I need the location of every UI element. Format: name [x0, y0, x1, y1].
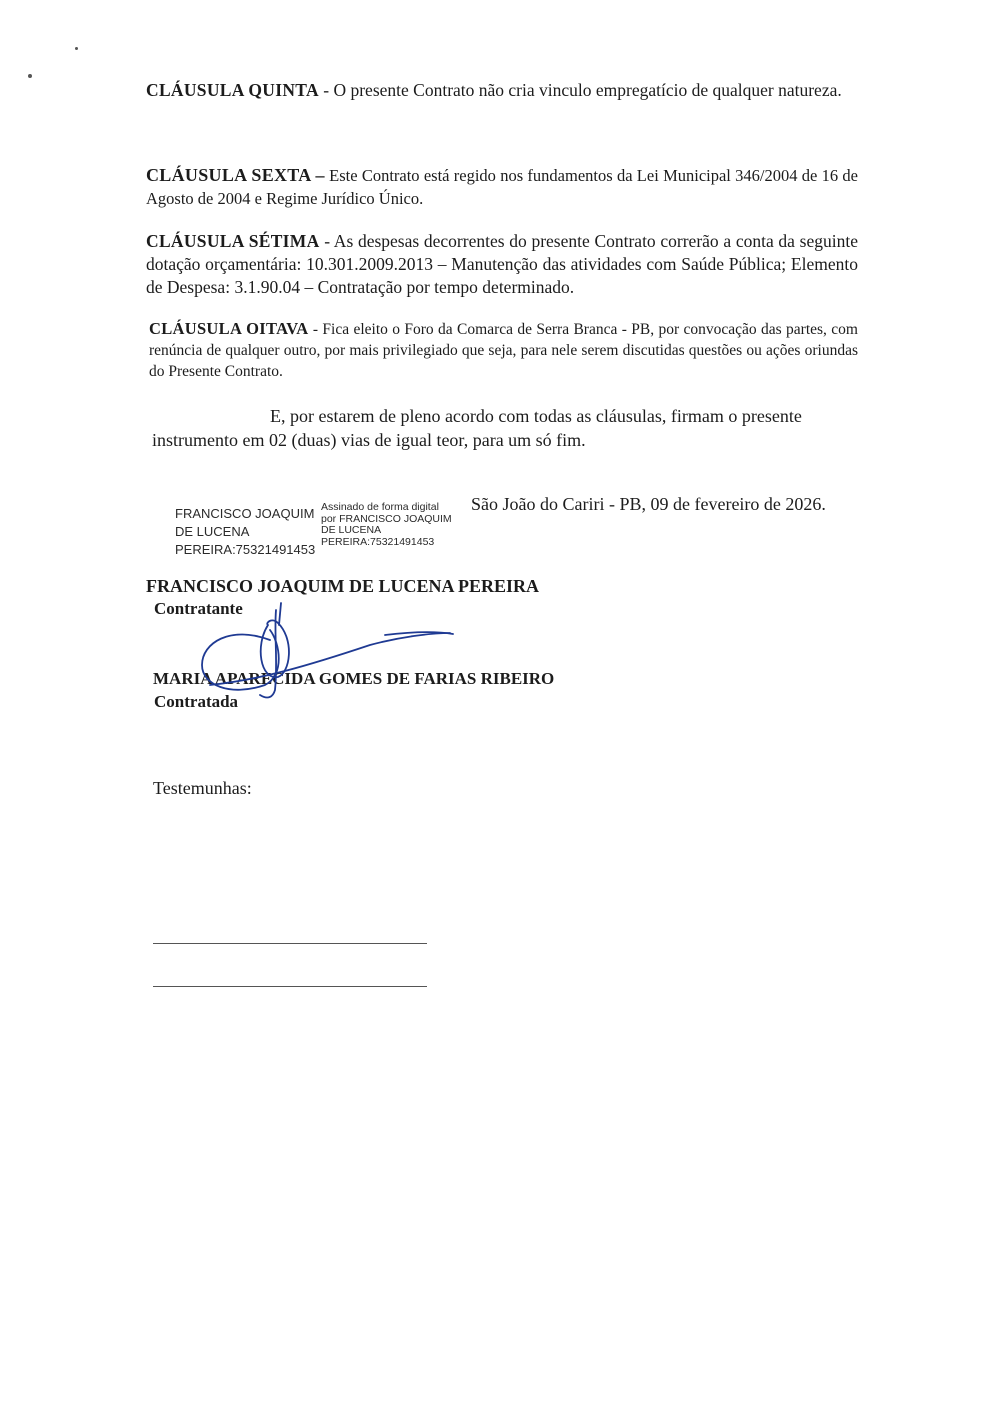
clause-heading: CLÁUSULA SÉTIMA: [146, 231, 320, 251]
contratante-name: FRANCISCO JOAQUIM DE LUCENA PEREIRA: [146, 576, 540, 596]
clause-heading: CLÁUSULA QUINTA: [146, 80, 319, 100]
scan-speck: [28, 74, 32, 78]
closing-statement: [152, 404, 858, 452]
witness-signature-line-1: [153, 943, 427, 944]
witness-signature-line-2: [153, 986, 427, 987]
clause-text: - As despesas decorrentes do presente Contrato correrão a conta da seguinte dotação orçamentária: 10.301.2009.2013 – Manutenção das atividades com Saúde Pública; Elemento de Despesa: 3.1.90.04 – Contratação por tempo determinado.: [146, 231, 858, 297]
clause-sexta: [146, 164, 858, 210]
closing-line-1: E, por estarem de pleno acordo com todas as cláusulas, firmam o presente: [270, 406, 802, 426]
digital-signature-signer: FRANCISCO JOAQUIM DE LUCENA PEREIRA:75321491453: [175, 506, 316, 557]
closing-line-2: instrumento em 02 (duas) vias de igual teor, para um só fim.: [152, 430, 586, 450]
clause-text: Este Contrato está regido nos fundamentos da Lei Municipal 346/2004 de 16 de Agosto de 2004 e Regime Jurídico Único.: [146, 166, 859, 208]
witnesses-label: Testemunhas:: [153, 778, 252, 798]
clause-text: - Fica eleito o Foro da Comarca de Serra Branca - PB, por convocação das partes, com renúncia de qualquer outro, por mais privilegiado que seja, para nele serem discutidas questões ou ações oriundas do Presente Contrato.: [149, 321, 858, 380]
contratante-role: Contratante: [154, 599, 243, 618]
clause-oitava: [149, 318, 858, 382]
clause-heading: CLÁUSULA SEXTA –: [146, 165, 325, 185]
clause-quinta: [146, 78, 858, 103]
digital-signature-info: Assinado de forma digital por FRANCISCO JOAQUIM DE LUCENA PEREIRA:75321491453: [321, 501, 452, 548]
contratada-name: MARIA APARECIDA GOMES DE FARIAS RIBEIRO: [153, 669, 555, 688]
scan-speck: [75, 47, 78, 50]
place-date: São João do Cariri - PB, 09 de fevereiro de 2026.: [471, 494, 826, 514]
clause-heading: CLÁUSULA OITAVA: [149, 319, 309, 338]
clause-text: - O presente Contrato não cria vinculo empregatício de qualquer natureza.: [318, 80, 842, 100]
clause-setima: [146, 230, 858, 299]
handwritten-signature: [150, 585, 470, 715]
contratada-role: Contratada: [154, 692, 239, 711]
